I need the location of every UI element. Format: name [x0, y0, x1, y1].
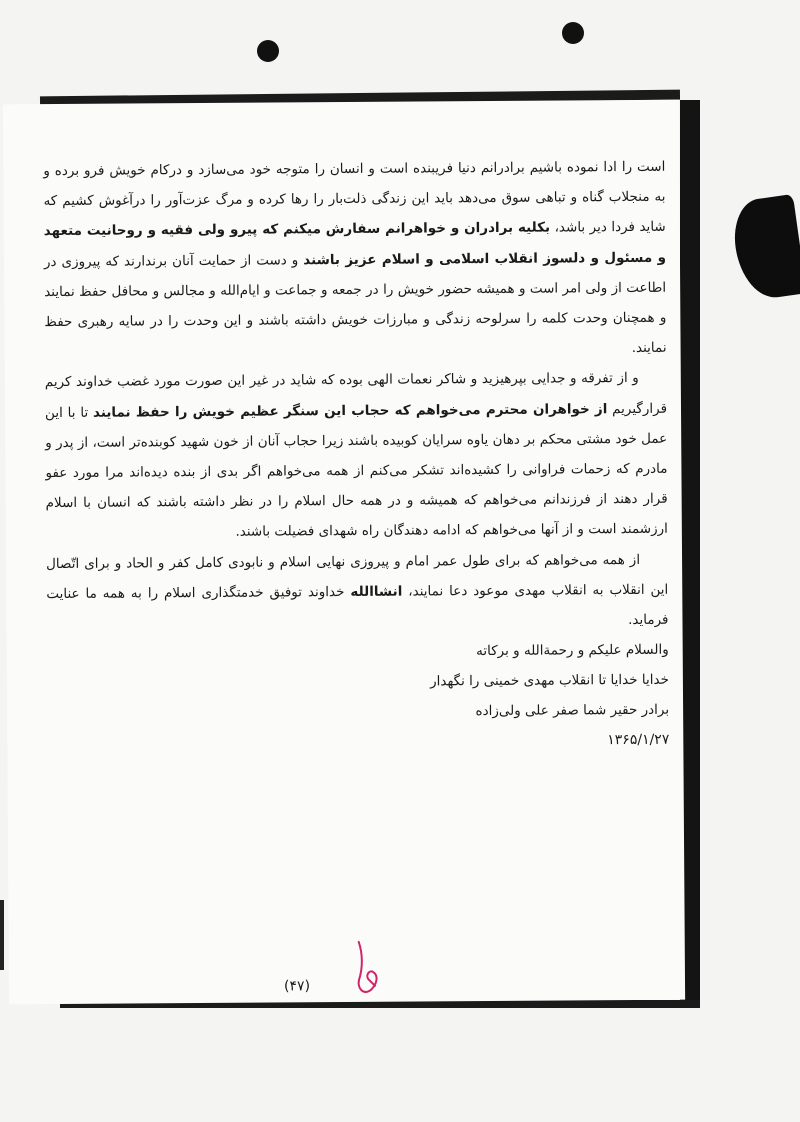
paragraph-1 [43, 152, 666, 368]
closing-block [47, 635, 670, 759]
pen-mark-icon [349, 940, 389, 1000]
signature: برادر حقیر شما صفر علی ولی‌زاده [475, 701, 670, 720]
paragraph-1-segment-1: است را ادا نموده باشیم برادرانم دنیا فریبنده است و انسان را متوجه خود می‌سازد و درکام خویش فرو برده و به منجلاب گناه و تباهی سوق می‌دهد باید این زندگی ذلت‌بار را رها کرده و مرگ عزت‌آور را درآغوش کشیم که شاید فردا دیر باشد، [43, 158, 666, 236]
salutation: والسلام علیکم و رحمة‌الله و برکاته [476, 641, 669, 660]
paragraph-2 [45, 363, 668, 549]
document-page [3, 100, 685, 1005]
paragraph-1-segment-3: و دست از حمایت آنان برندارند که پیروزی در اطاعت از ولی امر است و همیشه حضور خویش را در جمعه و جماعت و ایام‌الله و مجالس و محافل حفظ نمایند و همچنان وحدت کلمه را سرلوحه زندگی و مبارزات خویش داشته باشند و این وحدت را در سایه رهبری حفظ نمایند. [43, 251, 667, 357]
paragraph-3-segment-1: از همه می‌خواهم که برای طول عمر امام و پیروزی نهایی اسلام و نابودی کامل کفر و الحاد و برای اتّصال این انقلاب به انقلاب مهدی موعود دعا نمایند، [46, 551, 669, 600]
paragraph-3 [46, 544, 669, 639]
ink-blot [729, 194, 800, 302]
prayer-line: خدایا خدایا تا انقلاب مهدی خمینی را نگهدار [430, 671, 669, 690]
paragraph-2-segment-1: و از تفرقه و جدایی بپرهیزید و شاکر نعمات الهی بوده که شاید در غیر این صورت مورد غضب خداوند کریم قرارگیریم [44, 370, 668, 417]
punch-hole [257, 40, 279, 62]
paragraph-2-segment-3: تا با این عمل خود مشتی محکم بر دهان یاوه سرایان کوبیده باشند زیرا حجاب آنان از خون شهید کوبنده‌تر است، از پدر و مادرم که زحمات فراوانی را کشیده‌اند تشکر می‌کنم از همه می‌خواهم اگر بدی از بنده دیده‌اند مرا مورد عفو قرار دهند از فرزندانم می‌خواهم که همیشه و در همه حال اسلام را در نظر داشته باشند که انسان با اسلام ارزشمند است و از آنها می‌خواهم که ادامه دهندگان راه شهدای فضیلت باشند. [44, 404, 668, 541]
paragraph-2-bold-segment: از خواهران محترم می‌خواهم که حجاب این سنگر عظیم خویش را حفظ نمایند [92, 400, 608, 421]
document-body [43, 152, 669, 760]
paragraph-1-bold-segment: بکلیه برادران و خواهرانم سفارش میکنم که پیرو ولی فقیه و روحانیت متعهد و مسئول و دلسوز انقلاب اسلامی و اسلام عزیز باشند [43, 219, 667, 268]
date: ۱۳۶۵/۱/۲۷ [607, 731, 670, 749]
page-number: (۴۷) [283, 978, 311, 995]
paragraph-3-segment-3: خداوند توفیق خدمتگذاری اسلام را به همه ما عنایت فرماید. [46, 583, 669, 629]
punch-hole [562, 22, 584, 44]
scan-edge-mark [0, 900, 4, 970]
paragraph-3-bold-segment: انشاالله [350, 583, 403, 600]
